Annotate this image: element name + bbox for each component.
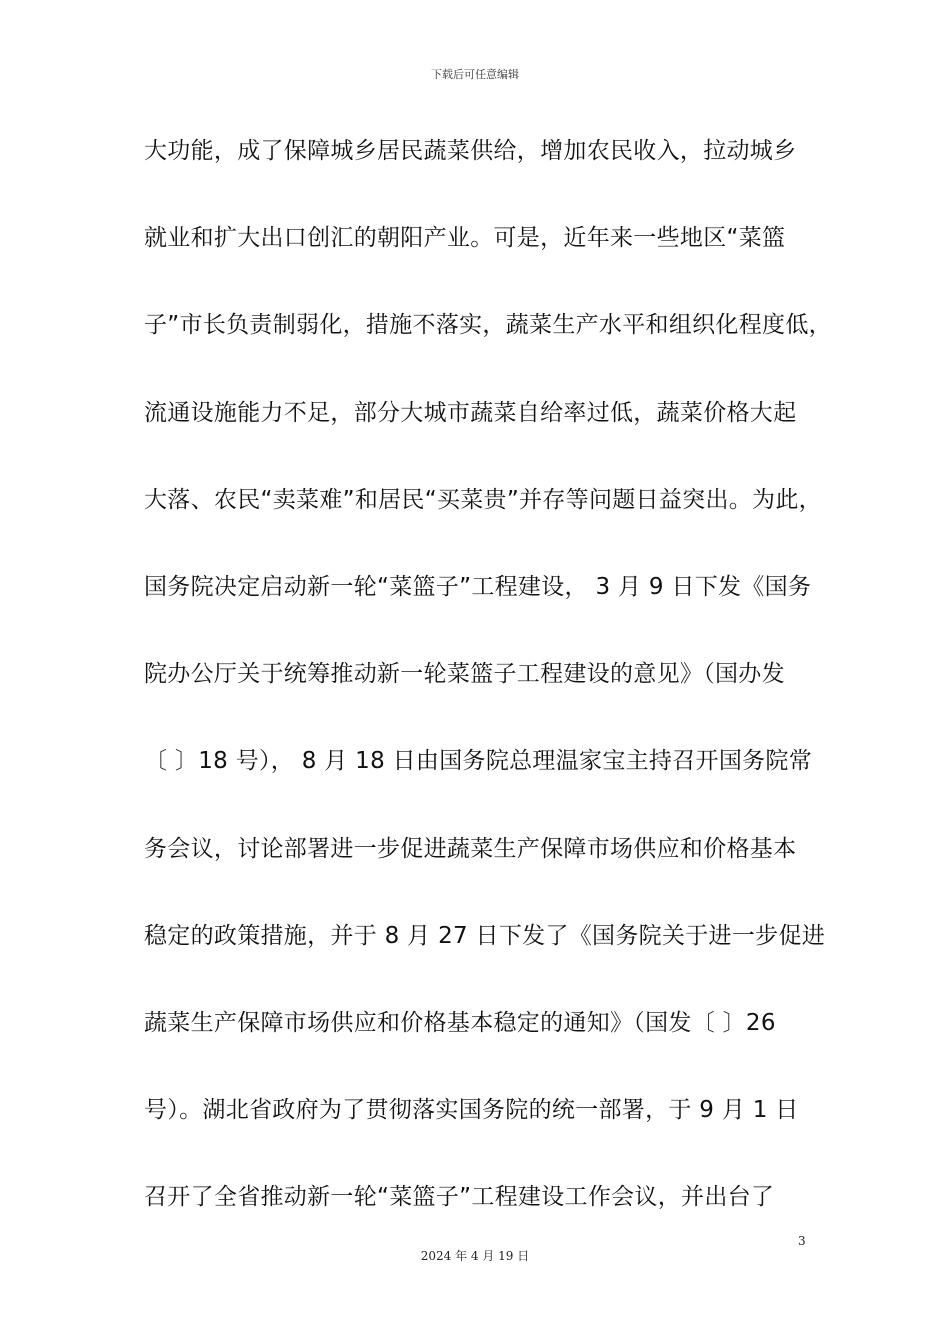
footer-date: 2024 年 4 月 19 日 (420, 1249, 530, 1263)
body-line: 务会议，讨论部署进一步促进蔬菜生产保障市场供应和价格基本 (144, 835, 797, 862)
body-line: 号）。湖北省政府为了贯彻落实国务院的统一部署，于 9 月 1 日 (144, 1097, 799, 1124)
body-line: 稳定的政策措施，并于 8 月 27 日下发了《国务院关于进一步促进 (144, 922, 826, 949)
page-number: 3 (798, 1234, 806, 1248)
body-line: 〔 〕18 号）， 8 月 18 日由国务院总理温家宝主持召开国务院常 (144, 748, 813, 775)
body-line: 大功能，成了保障城乡居民蔬菜供给，增加农民收入，拉动城乡 (144, 138, 797, 164)
body-line: 子”市长负责制弱化，措施不落实，蔬菜生产水平和组织化程度低， (144, 312, 832, 339)
body-line: 召开了全省推动新一轮“菜篮子”工程建设工作会议，并出台了 (144, 1184, 775, 1211)
body-line: 院办公厅关于统筹推动新一轮菜篮子工程建设的意见》（国办发 (144, 661, 785, 688)
document-body (144, 126, 832, 1259)
body-line: 就业和扩大出口创汇的朝阳产业。可是，近年来一些地区“菜篮 (144, 225, 786, 252)
body-line: 蔬菜生产保障市场供应和价格基本稳定的通知》（国发〔 〕26 (144, 1009, 776, 1036)
page-header: 下载后可任意编辑 (431, 68, 519, 81)
body-line: 流通设施能力不足，部分大城市蔬菜自给率过低，蔬菜价格大起 (144, 399, 797, 426)
body-line: 大落、农民“卖菜难”和居民“买菜贵”并存等问题日益突出。为此， (144, 486, 822, 513)
body-line: 国务院决定启动新一轮“菜篮子”工程建设， 3 月 9 日下发《国务 (144, 573, 812, 600)
